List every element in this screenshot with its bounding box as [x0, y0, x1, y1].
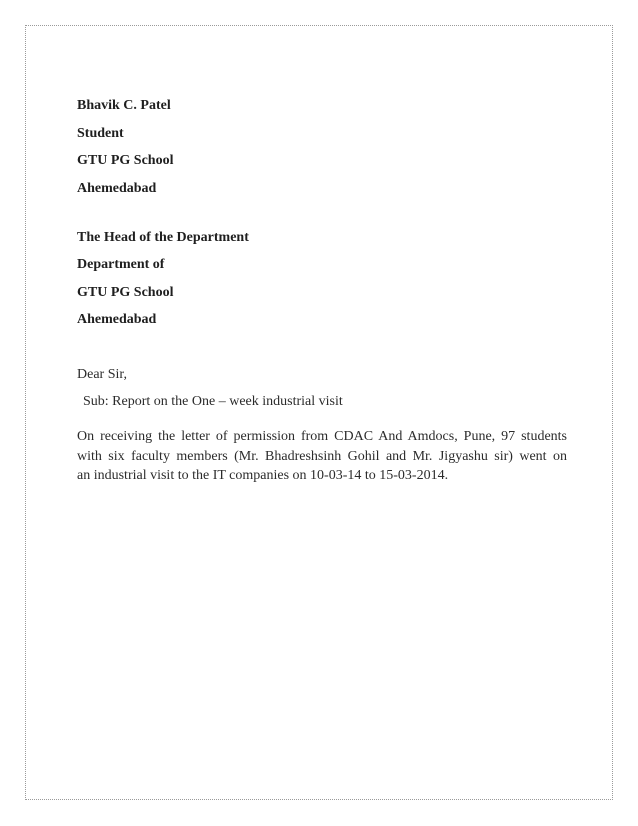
subject-line: Sub: Report on the One – week industrial visit — [83, 394, 343, 409]
sender-institution: GTU PG School — [77, 153, 174, 168]
sender-city: Ahemedabad — [77, 180, 157, 196]
recipient-title: The Head of the Department — [77, 229, 249, 245]
recipient-city: Ahemedabad — [77, 312, 157, 327]
sender-role: Student — [77, 125, 124, 141]
recipient-institution: GTU PG School — [77, 284, 174, 300]
sender-address-block — [77, 98, 567, 197]
recipient-department: Department of — [77, 257, 165, 272]
letter-content — [77, 98, 567, 486]
body-line: On receiving the letter of permission from CDAC And Amdocs, Pune, 97 students — [77, 429, 567, 444]
sender-name: Bhavik C. Patel — [77, 98, 171, 113]
body-line: with six faculty members (Mr. Bhadreshsinh Gohil and Mr. Jigyashu sir) went on — [77, 448, 567, 464]
body-paragraph — [77, 427, 567, 486]
salutation: Dear Sir, — [77, 367, 127, 382]
recipient-address-block — [77, 230, 567, 329]
body-line: an industrial visit to the IT companies on 10-03-14 to 15-03-2014. — [77, 468, 449, 483]
